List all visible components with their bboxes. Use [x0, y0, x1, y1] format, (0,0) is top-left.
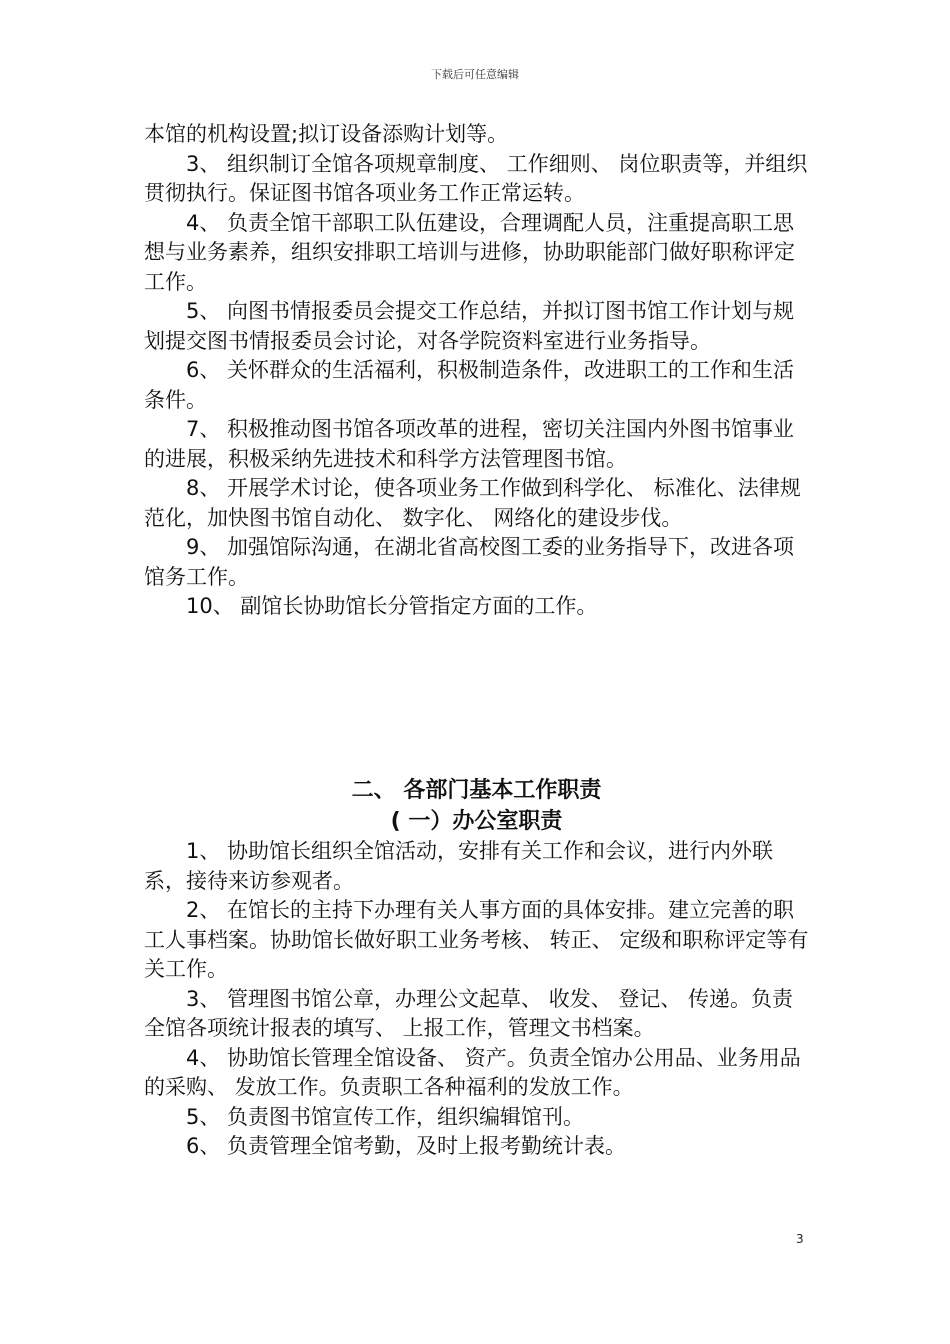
duty-item-4: 4、 负责全馆干部职工队伍建设，合理调配人员，注重提高职工思想与业务素养，组织安排职工培训与进修，协助职能部门做好职称评定工作。	[144, 210, 795, 294]
duty-item-5: 5、 向图书情报委员会提交工作总结，并拟订图书馆工作计划与规划提交图书情报委员会讨论，对各学院资料室进行业务指导。	[144, 299, 795, 353]
office-duty-item-6: 6、 负责管理全馆考勤，及时上报考勤统计表。	[186, 1134, 627, 1158]
office-duty-item-2: 2、 在馆长的主持下办理有关人事方面的具体安排。建立完善的职工人事档案。协助馆长做好职工业务考核、 转正、 定级和职称评定等有关工作。	[144, 898, 809, 981]
office-duty-item-4: 4、 协助馆长管理全馆设备、 资产。负责全馆办公用品、业务用品的采购、 发放工作。负责职工各种福利的发放工作。	[144, 1045, 801, 1099]
section-heading: 二、 各部门基本工作职责	[351, 778, 602, 803]
page-number: 3	[796, 1232, 804, 1246]
header-note: 下载后可任意编辑	[431, 68, 519, 81]
office-duty-item-5: 5、 负责图书馆宣传工作，组织编辑馆刊。	[186, 1104, 585, 1129]
office-duty-item-3: 3、 管理图书馆公章，办理公文起草、 收发、 登记、 传递。负责全馆各项统计报表的填写、 上报工作，管理文书档案。	[144, 986, 794, 1040]
duty-item-9: 9、 加强馆际沟通，在湖北省高校图工委的业务指导下，改进各项馆务工作。	[144, 535, 795, 589]
duty-item-3: 3、 组织制订全馆各项规章制度、 工作细则、 岗位职责等，并组织贯彻执行。保证图书馆各项业务工作正常运转。	[144, 151, 808, 205]
office-duty-item-1: 1、 协助馆长组织全馆活动，安排有关工作和会议，进行内外联系，接待来访参观者。	[144, 839, 774, 893]
duty-item-6: 6、 关怀群众的生活福利，积极制造条件，改进职工的工作和生活条件。	[144, 358, 795, 412]
continuation-paragraph: 本馆的机构设置;拟订设备添购计划等。	[144, 122, 509, 146]
duty-item-7: 7、 积极推动图书馆各项改革的进程，密切关注国内外图书馆事业的进展，积极采纳先进技术和科学方法管理图书馆。	[144, 417, 795, 471]
office-duties-subheading: ( 一）办公室职责	[390, 809, 563, 834]
duty-item-8: 8、 开展学术讨论，使各项业务工作做到科学化、 标准化、法律规范化，加快图书馆自动化、 数字化、 网络化的建设步伐。	[144, 476, 801, 530]
department-duties-section	[144, 775, 809, 1162]
duty-item-10: 10、 副馆长协助馆长分管指定方面的工作。	[186, 594, 598, 618]
duties-list-part1	[144, 120, 809, 622]
